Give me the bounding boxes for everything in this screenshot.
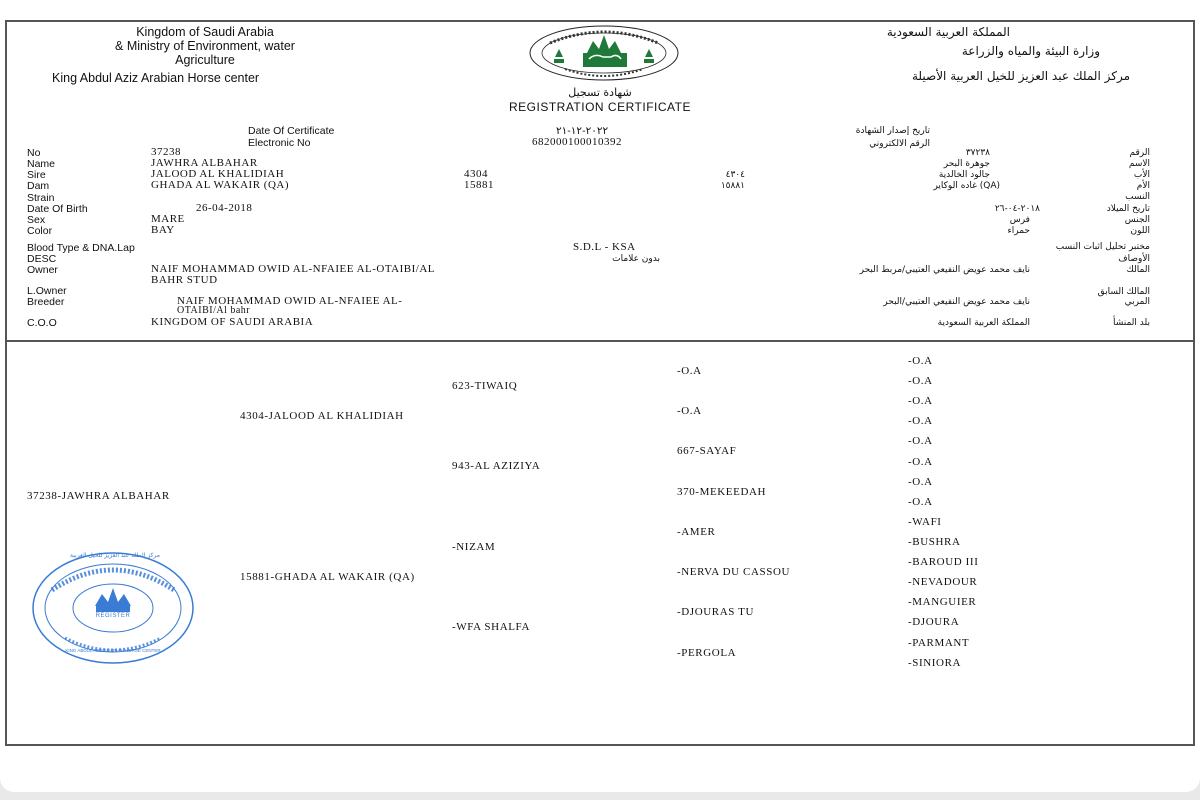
sire-value: JALOOD AL KHALIDIAH (151, 168, 285, 180)
blood-type-value: S.D.L - KSA (573, 241, 636, 253)
pedigree-gen4-item: -MANGUIER (908, 596, 977, 608)
sex-label-ar: الجنس (1124, 215, 1150, 225)
dob-value: 26-04-2018 (196, 202, 253, 214)
name-label-ar: الاسم (1128, 159, 1150, 169)
dam-number: 15881 (464, 179, 494, 191)
pedigree-gen4-item: -NEVADOUR (908, 576, 978, 588)
sire-value-ar: جالود الخالدية (938, 170, 990, 180)
blood-type-label-ar: مختبر تحليل اثبات النسب (1055, 242, 1150, 252)
color-value: BAY (151, 224, 175, 236)
pedigree-sire: 4304-JALOOD AL KHALIDIAH (240, 410, 404, 422)
sire-label: Sire (27, 169, 46, 181)
pedigree-gen4-item: -O.A (908, 355, 933, 367)
pedigree-gen3-item: -O.A (677, 405, 702, 417)
pedigree-gen4-item: -BUSHRA (908, 536, 961, 548)
pedigree-gen3-item: -O.A (677, 365, 702, 377)
pedigree-subject: 37238-JAWHRA ALBAHAR (27, 490, 170, 502)
header-en-line2: & Ministry of Environment, water (115, 39, 295, 53)
desc-label: DESC (27, 253, 57, 265)
pedigree-gen3-item: -PERGOLA (677, 647, 737, 659)
coo-label-ar: بلد المنشأ (1112, 318, 1150, 328)
pedigree-dam: 15881-GHADA AL WAKAIR (QA) (240, 571, 415, 583)
dob-label-ar: تاريخ الميلاد (1106, 204, 1150, 214)
pedigree-gen4-item: -O.A (908, 375, 933, 387)
pedigree-gen3-item: -DJOURAS TU (677, 606, 754, 618)
strain-label: Strain (27, 192, 55, 204)
name-label: Name (27, 158, 56, 170)
electronic-no-label: Electronic No (248, 137, 311, 149)
strain-label-ar: النسب (1125, 192, 1150, 202)
pedigree-gen4-item: -O.A (908, 415, 933, 427)
header-ar-line2: وزارة البيئة والمياه والزراعة (961, 44, 1100, 58)
no-value: 37238 (151, 146, 181, 158)
pedigree-gen4-item: -WAFI (908, 516, 942, 528)
sire-number: 4304 (464, 168, 488, 180)
pedigree-gen3-item: 667-SAYAF (677, 445, 737, 457)
date-of-certificate-value: ٢٠٢٢-١٢-٢١ (556, 125, 609, 137)
certificate-title: REGISTRATION CERTIFICATE (508, 100, 691, 114)
date-of-certificate-label-ar: تاريخ إصدار الشهادة (855, 126, 930, 136)
color-label-ar: اللون (1130, 226, 1150, 236)
pedigree-gen4-item: -BAROUD III (908, 556, 979, 568)
no-label: No (27, 147, 41, 159)
stamp-ring-text: مركز الملك عبد العزيز للخيل العربية (70, 552, 160, 559)
color-value-ar: حمراء (1007, 226, 1030, 236)
pedigree-gen3-item: 370-MEKEEDAH (677, 486, 767, 498)
name-value-ar: جوهرة البحر (943, 159, 990, 169)
pedigree-gen2-item: 623-TIWAIQ (452, 380, 518, 392)
dam-value-ar: (QA) غاده الوكاير (933, 181, 1000, 191)
desc-value-ar: بدون علامات (612, 254, 660, 264)
section-divider (5, 340, 1193, 342)
pedigree-gen4-item: -O.A (908, 496, 933, 508)
color-label: Color (27, 225, 53, 237)
pedigree-gen4-item: -SINIORA (908, 657, 962, 669)
header-ar-line3: مركز الملك عبد العزيز للخيل العربية الأصيلة (912, 69, 1130, 83)
sire-label-ar: الأب (1133, 170, 1150, 180)
sex-label: Sex (27, 214, 46, 226)
stamp-bottom-text: KING ABDUL AZIZ ARABIAN HORSE CENTER (65, 648, 161, 653)
breeder-value-ar: نايف محمد عويض النفيعي العتيبي/البحر (883, 297, 1030, 307)
pedigree-gen4-item: -O.A (908, 476, 933, 488)
pedigree-gen4-item: -DJOURA (908, 616, 960, 628)
sire-number-ar: ٤٣٠٤ (725, 170, 745, 180)
header-ar-line1: المملكة العربية السعودية (886, 25, 1010, 39)
pedigree-gen4-item: -O.A (908, 395, 933, 407)
blood-type-label: Blood Type & DNA.Lap (27, 242, 135, 254)
header-en-line1: Kingdom of Saudi Arabia (136, 25, 274, 39)
title-arabic: شهادة تسجيل (568, 86, 632, 99)
stamp-center-text: REGISTER (95, 613, 131, 619)
dob-value-ar: ٢٠١٨-٠٤-٢٦ (994, 204, 1040, 214)
pedigree-gen2-item: -WFA SHALFA (452, 621, 531, 633)
name-value: JAWHRA ALBAHAR (151, 157, 258, 169)
no-label-ar: الرقم (1129, 148, 1150, 158)
breeder-value-line1: NAIF MOHAMMAD OWID AL-NFAIEE AL- (177, 295, 403, 307)
pedigree-gen3-item: -NERVA DU CASSOU (677, 566, 791, 578)
no-value-ar: ٣٧٢٣٨ (965, 148, 990, 158)
dam-label-ar: الأم (1136, 181, 1150, 191)
dam-number-ar: ١٥٨٨١ (720, 181, 745, 191)
breeder-label-ar: المربي (1124, 297, 1150, 307)
owner-label-ar: المالك (1126, 265, 1150, 275)
date-of-certificate-label: Date Of Certificate (248, 125, 335, 137)
owner-value-line2: BAHR STUD (151, 274, 218, 286)
ministry-logo-icon (525, 23, 683, 85)
dob-label: Date Of Birth (27, 203, 88, 215)
sex-value: MARE (151, 213, 185, 225)
owner-value-ar: نايف محمد عويض النفيعي العتيبي/مربط البحر (859, 265, 1030, 275)
electronic-no-value: 682000100010392 (532, 136, 622, 148)
electronic-no-label-ar: الرقم الالكتروني (869, 139, 930, 149)
breeder-label: Breeder (27, 296, 65, 308)
pedigree-gen3-item: -AMER (677, 526, 716, 538)
owner-value-line1: NAIF MOHAMMAD OWID AL-NFAIEE AL-OTAIBI/AL (151, 263, 436, 275)
pedigree-gen4-item: -PARMANT (908, 637, 970, 649)
desc-label-ar: الأوصاف (1118, 254, 1150, 264)
header-en-line3: Agriculture (175, 53, 235, 67)
dam-label: Dam (27, 180, 50, 192)
header-en-line4: King Abdul Aziz Arabian Horse center (52, 71, 260, 85)
lowner-label: L.Owner (27, 285, 67, 297)
pedigree-gen2-item: -NIZAM (452, 541, 496, 553)
pedigree-gen4-item: -O.A (908, 456, 933, 468)
dam-value: GHADA AL WAKAIR (QA) (151, 179, 290, 191)
coo-value: KINGDOM OF SAUDI ARABIA (151, 316, 314, 328)
pedigree-gen2-item: 943-AL AZIZIYA (452, 460, 541, 472)
coo-value-ar: المملكة العربية السعودية (937, 318, 1030, 328)
sex-value-ar: فرس (1009, 215, 1030, 225)
coo-label: C.O.O (27, 317, 57, 329)
lowner-label-ar: المالك السابق (1097, 287, 1150, 297)
breeder-value-line2: OTAIBI/Al bahr (177, 305, 251, 316)
pedigree-gen4-item: -O.A (908, 435, 933, 447)
owner-label: Owner (27, 264, 58, 276)
